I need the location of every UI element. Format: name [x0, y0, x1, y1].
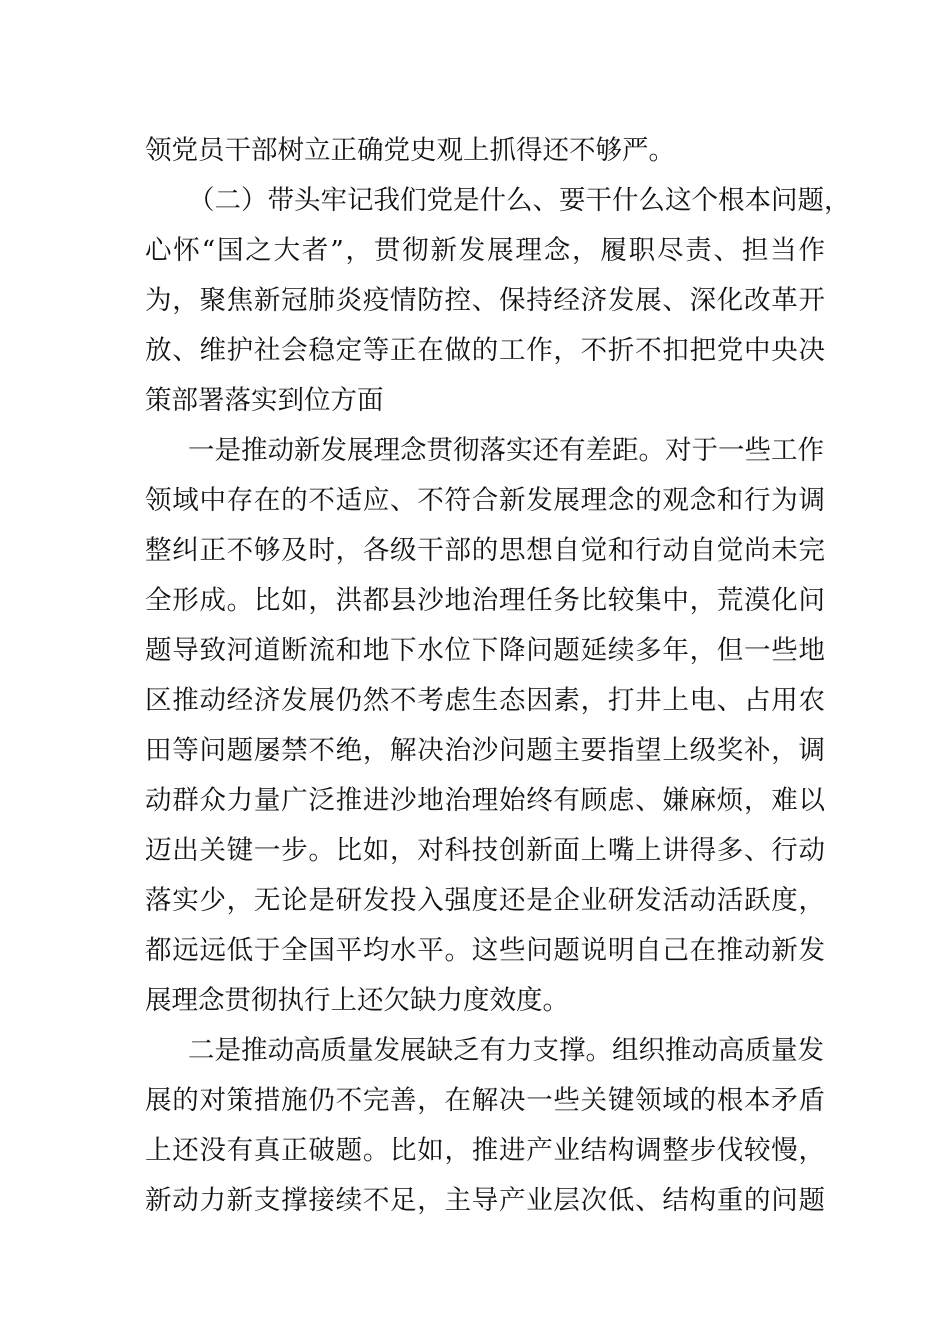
text-line: 领域中存在的不适应、不符合新发展理念的观念和行为调 [145, 485, 825, 516]
text-line: 心怀“国之大者”，贯彻新发展理念，履职尽责、担当作 [145, 235, 825, 266]
text-line: 二是推动高质量发展缺乏有力支撑。组织推动高质量发 [188, 1035, 824, 1066]
text-line: 领党员干部树立正确党史观上抓得还不够严。 [145, 135, 675, 166]
text-line: 新动力新支撑接续不足，主导产业层次低、结构重的问题 [145, 1185, 825, 1216]
text-line: 一是推动新发展理念贯彻落实还有差距。对于一些工作 [188, 435, 824, 466]
text-line: 题导致河道断流和地下水位下降问题延续多年，但一些地 [145, 635, 825, 666]
text-line: 展的对策措施仍不完善，在解决一些关键领域的根本矛盾 [145, 1085, 825, 1116]
text-line: 落实少，无论是研发投入强度还是企业研发活动活跃度， [145, 885, 825, 916]
text-line: 为，聚焦新冠肺炎疫情防控、保持经济发展、深化改革开 [145, 285, 825, 316]
text-line: 田等问题屡禁不绝，解决治沙问题主要指望上级奖补，调 [145, 735, 825, 766]
text-line: 动群众力量广泛推进沙地治理始终有顾虑、嫌麻烦，难以 [145, 785, 825, 816]
text-line: 全形成。比如，洪都县沙地治理任务比较集中，荒漠化问 [145, 585, 825, 616]
text-line: 展理念贯彻执行上还欠缺力度效度。 [145, 985, 569, 1016]
text-line: 迈出关键一步。比如，对科技创新面上嘴上讲得多、行动 [145, 835, 825, 866]
text-line: 都远远低于全国平均水平。这些问题说明自己在推动新发 [145, 935, 825, 966]
text-line: 放、维护社会稳定等正在做的工作，不折不扣把党中央决 [145, 335, 825, 366]
text-line: 上还没有真正破题。比如，推进产业结构调整步伐较慢， [145, 1135, 825, 1166]
text-line: 区推动经济发展仍然不考虑生态因素，打井上电、占用农 [145, 685, 825, 716]
text-line: 整纠正不够及时，各级干部的思想自觉和行动自觉尚未完 [145, 535, 825, 566]
text-line: （二）带头牢记我们党是什么、要干什么这个根本问题， [188, 185, 851, 216]
text-line: 策部署落实到位方面 [145, 385, 384, 416]
